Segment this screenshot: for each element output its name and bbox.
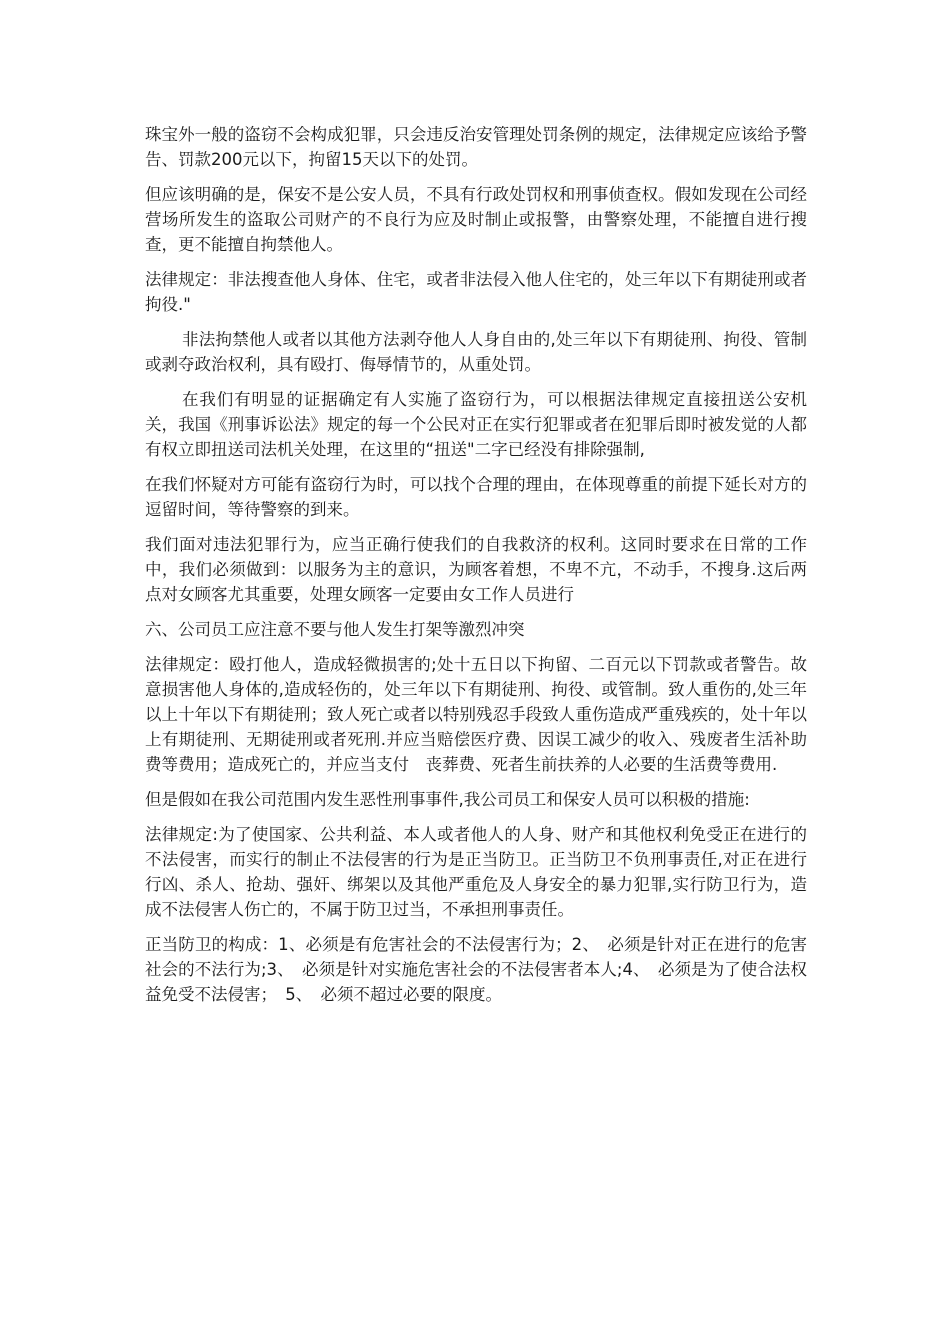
paragraph-self-remedy: 我们面对违法犯罪行为，应当正确行使我们的自我救济的权利。这同时要求在日常的工作中，我们必须做到：以服务为主的意识，为顾客着想，不卑不亢，不动手，不搜身.这后两点对女顾客尤其重要，处理女顾客一定要由女工作人员进行 bbox=[145, 535, 807, 604]
section-heading-conflict: 六、公司员工应注意不要与他人发生打架等激烈冲突 bbox=[145, 620, 525, 639]
document-page bbox=[145, 122, 807, 1017]
paragraph-citizen-arrest: 在我们有明显的证据确定有人实施了盗窃行为，可以根据法律规定直接扭送公安机关，我国《刑事诉讼法》规定的每一个公民对正在实行犯罪或者在犯罪后即时被发觉的人都有权立即扭送司法机关处理，在这里的“扭送"二字已经没有排除强制, bbox=[145, 390, 807, 459]
paragraph-suspicion-handling: 在我们怀疑对方可能有盗窃行为时，可以找个合理的理由，在体现尊重的前提下延长对方的逗留时间，等待警察的到来。 bbox=[145, 475, 807, 519]
paragraph-illegal-search-law: 法律规定：非法搜查他人身体、住宅，或者非法侵入他人住宅的，处三年以下有期徒刑或者拘役." bbox=[145, 270, 807, 314]
paragraph-criminal-incident: 但是假如在我公司范围内发生恶性刑事事件,我公司员工和保安人员可以积极的措施: bbox=[145, 790, 750, 809]
paragraph-security-authority: 但应该明确的是，保安不是公安人员，不具有行政处罚权和刑事侦查权。假如发现在公司经营场所发生的盗取公司财产的不良行为应及时制止或报警，由警察处理，不能擅自进行搜查，更不能擅自拘禁他人。 bbox=[145, 185, 807, 254]
paragraph-assault-law: 法律规定：殴打他人，造成轻微损害的;处十五日以下拘留、二百元以下罚款或者警告。故意损害他人身体的,造成轻伤的，处三年以下有期徒刑、拘役、或管制。致人重伤的,处三年以上十年以下有期徒刑；致人死亡或者以特别残忍手段致人重伤造成严重残疾的，处十年以上有期徒刑、无期徒刑或者死刑.并应当赔偿医疗费、因误工减少的收入、残废者生活补助费等费用；造成死亡的，并应当支付 丧葬费、死者生前扶养的人必要的生活费等费用. bbox=[145, 655, 807, 774]
paragraph-self-defense-law: 法律规定:为了使国家、公共利益、本人或者他人的人身、财产和其他权利免受正在进行的不法侵害，而实行的制止不法侵害的行为是正当防卫。正当防卫不负刑事责任,对正在进行行凶、杀人、抢劫、强奸、绑架以及其他严重危及人身安全的暴力犯罪,实行防卫行为，造成不法侵害人伤亡的，不属于防卫过当，不承担刑事责任。 bbox=[145, 825, 807, 919]
paragraph-self-defense-elements: 正当防卫的构成：1、必须是有危害社会的不法侵害行为；2、 必须是针对正在进行的危害社会的不法行为;3、 必须是针对实施危害社会的不法侵害者本人;4、 必须是为了使合法权益免受不法侵害； 5、 必须不超过必要的限度。 bbox=[145, 935, 807, 1004]
paragraph-theft-penalty: 珠宝外一般的盗窃不会构成犯罪，只会违反治安管理处罚条例的规定，法律规定应该给予警告、罚款200元以下，拘留15天以下的处罚。 bbox=[145, 125, 807, 169]
paragraph-illegal-detention-law: 非法拘禁他人或者以其他方法剥夺他人人身自由的,处三年以下有期徒刑、拘役、管制或剥夺政治权利，具有殴打、侮辱情节的，从重处罚。 bbox=[145, 330, 807, 374]
